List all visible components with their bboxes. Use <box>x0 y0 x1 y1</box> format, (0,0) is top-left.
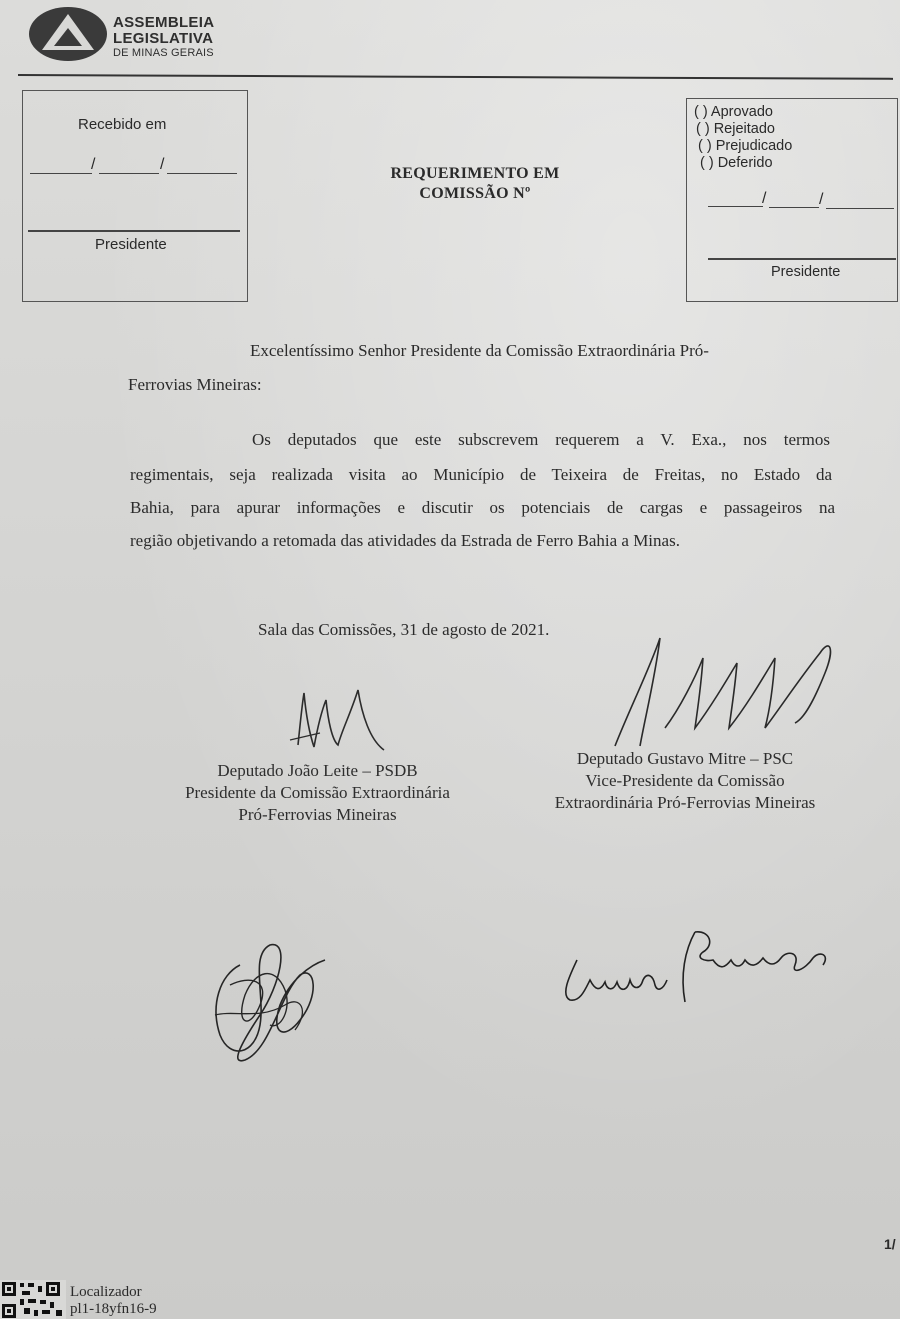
receipt-date-slash-2: / <box>160 156 165 173</box>
received-label: Recebido em <box>78 116 167 133</box>
signatory-role-line-2: Extraordinária Pró-Ferrovias Mineiras <box>554 793 816 812</box>
signature-laura-serrano-icon <box>555 920 835 1010</box>
receipt-date-slash-1: / <box>91 156 96 173</box>
signature-gustavo-mitre-icon <box>605 628 840 753</box>
paragraph-line-2: regimentais, seja realizada visita ao Município de Teixeira de Freitas, no Estado da <box>130 465 832 484</box>
salutation-line-2: Ferrovias Mineiras: <box>128 375 262 394</box>
status-option-approved: ( ) Aprovado <box>694 104 773 120</box>
status-president-label: Presidente <box>771 264 841 280</box>
paragraph-line-1: Os deputados que este subscrevem requerem a V. Exa., nos termos <box>252 430 830 449</box>
locator <box>70 1284 157 1318</box>
receipt-date-day-line <box>30 173 92 174</box>
signatory-block-gustavo-mitre <box>515 748 855 814</box>
status-date-day-line <box>708 206 763 207</box>
signatory-role-line-1: Presidente da Comissão Extraordinária <box>185 783 450 802</box>
logo-line-1: ASSEMBLEIA <box>113 14 215 31</box>
receipt-signature-line <box>28 230 240 232</box>
status-date-slash-2: / <box>819 191 824 208</box>
receipt-date-year-line <box>167 173 237 174</box>
title-line-1: REQUERIMENTO EM <box>390 165 560 182</box>
status-date-month-line <box>769 207 819 208</box>
paragraph-line-4: região objetivando a retomada das atividades da Estrada de Ferro Bahia a Minas. <box>130 531 680 550</box>
status-date-slash-1: / <box>762 190 767 207</box>
place-and-date: Sala das Comissões, 31 de agosto de 2021. <box>258 620 550 639</box>
header-divider <box>18 74 893 80</box>
signatory-name: Deputado João Leite – PSDB <box>217 761 418 780</box>
locator-code: pl1-18yfn16-9 <box>70 1301 157 1317</box>
logo-line-3: DE MINAS GERAIS <box>113 47 214 59</box>
triangle-logo-icon <box>28 6 108 62</box>
receipt-date-month-line <box>99 173 159 174</box>
salutation-line-1: Excelentíssimo Senhor Presidente da Comissão Extraordinária Pró- <box>250 341 709 360</box>
document-title <box>360 164 590 204</box>
status-option-granted: ( ) Deferido <box>700 155 773 171</box>
qr-code-icon <box>0 1280 66 1319</box>
status-option-rejected: ( ) Rejeitado <box>696 121 775 137</box>
signatory-role-line-1: Vice-Presidente da Comissão <box>585 771 785 790</box>
status-date-year-line <box>826 208 894 209</box>
logo-line-2: LEGISLATIVA <box>113 30 214 47</box>
status-option-prejudiced: ( ) Prejudicado <box>698 138 793 154</box>
title-line-2: COMISSÃO Nº <box>419 185 531 202</box>
signature-scribble-left-icon <box>200 935 330 1070</box>
signatory-name: Deputado Gustavo Mitre – PSC <box>576 749 794 768</box>
paragraph-line-3: Bahia, para apurar informações e discutir os potenciais de cargas e passageiros na <box>130 498 835 517</box>
signatory-role-line-2: Pró-Ferrovias Mineiras <box>238 805 397 824</box>
status-signature-line <box>708 258 896 260</box>
locator-label: Localizador <box>70 1284 142 1300</box>
signature-joao-leite-icon <box>280 685 390 760</box>
receipt-president-label: Presidente <box>95 236 167 253</box>
signatory-block-joao-leite <box>140 760 495 826</box>
page-number: 1/ <box>884 1236 896 1252</box>
